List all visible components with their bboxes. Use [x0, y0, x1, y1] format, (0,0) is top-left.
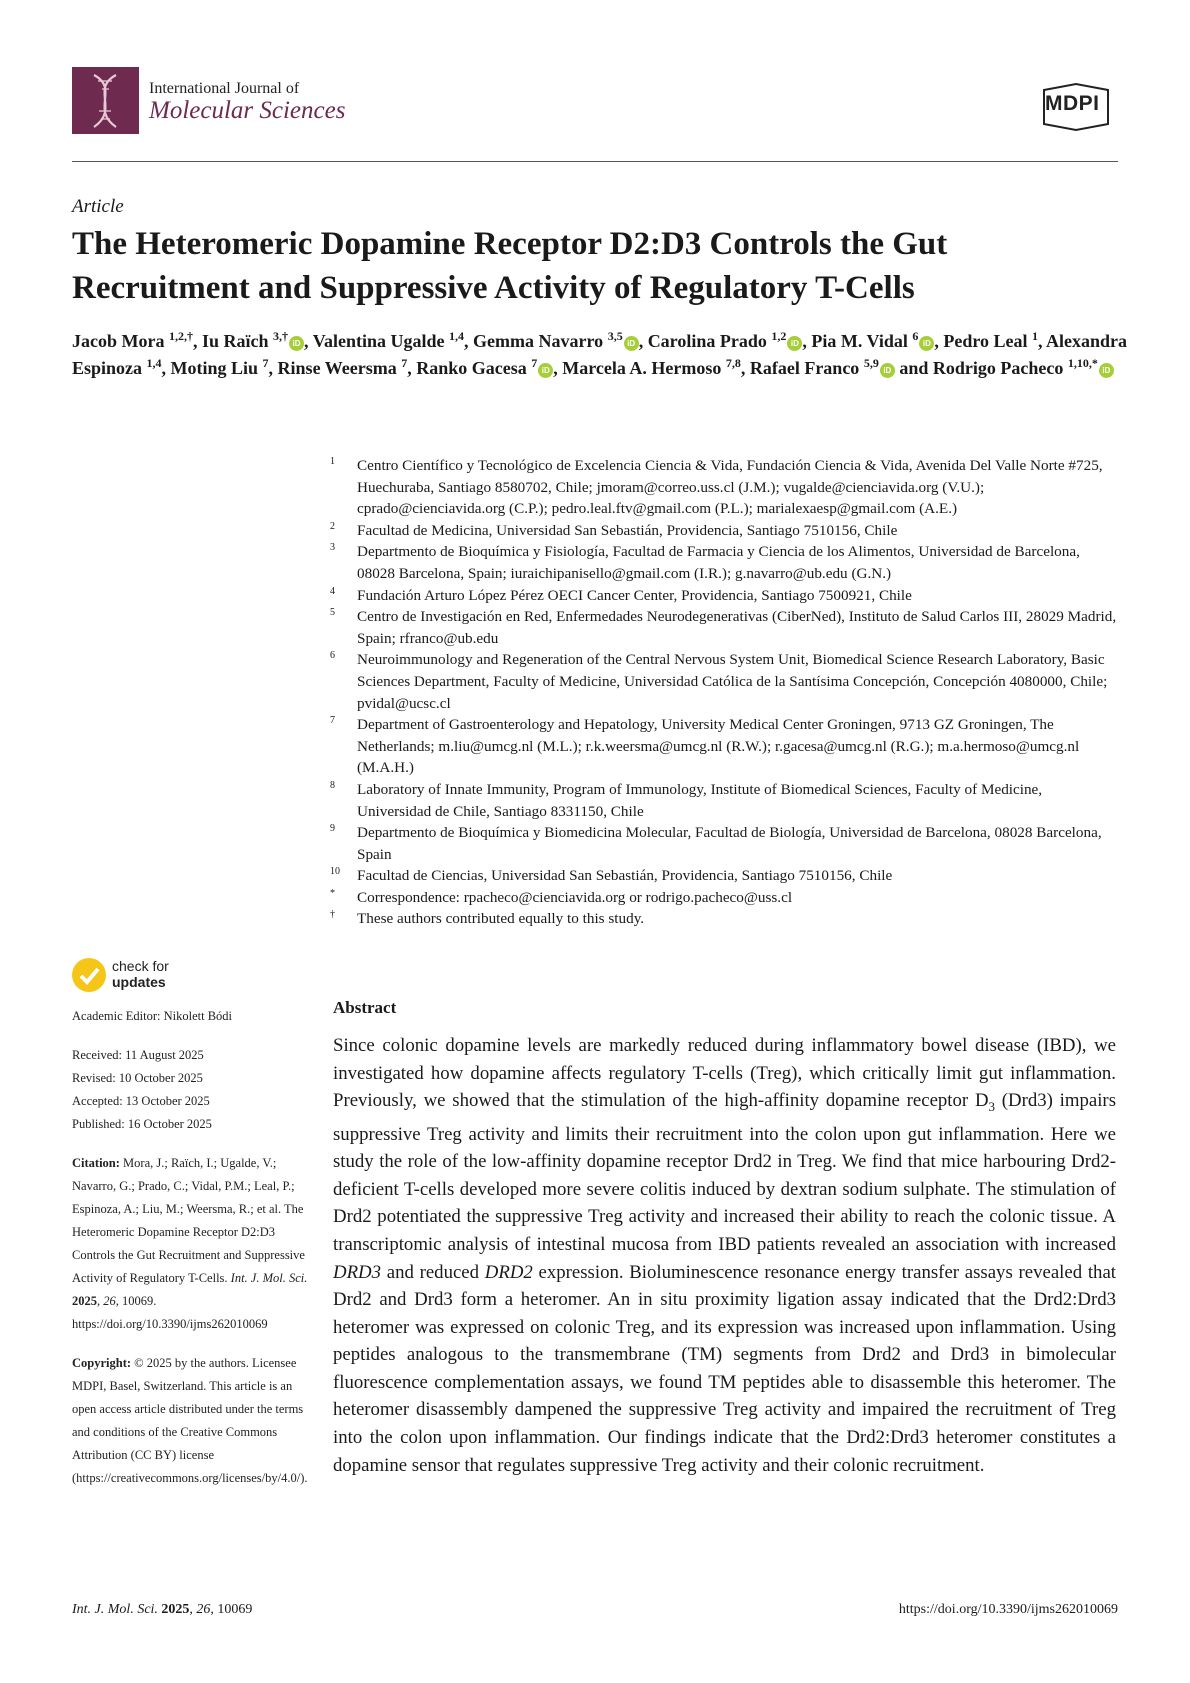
affiliation-text: Centro Científico y Tecnológico de Excelencia Ciencia & Vida, Fundación Ciencia & Vida, Avenida Del Valle Norte #725, Huechuraba, Santiago 8580702, Chile; jmoram@correo.uss.cl (J.M.); vugalde@cienciavida.org (V.U.); cprado@cienciavida.org (C.P.); pedro.leal.ftv@gmail.com (P.L.); marialexaesp@gmail.com (A.E.): [357, 457, 1103, 518]
affiliation-text: Fundación Arturo López Pérez OECI Cancer Center, Providencia, Santiago 7500921, Chile: [357, 586, 912, 604]
footer-year: 2025: [161, 1602, 190, 1617]
affiliation-text: Laboratory of Innate Immunity, Program of Immunology, Institute of Biomedical Sciences, Faculty of Medicine, Universidad de Chile, Santiago 8331150, Chile: [357, 780, 1043, 820]
journal-logo: [72, 67, 139, 134]
author-name[interactable]: Moting Liu: [170, 358, 259, 378]
affiliation-number: 3: [330, 542, 335, 554]
publisher-name: MDPI: [1045, 92, 1100, 115]
affiliation-number: *: [330, 887, 335, 899]
abstract-text: [333, 1032, 1116, 1479]
author-name[interactable]: Marcela A. Hermoso: [562, 358, 722, 378]
affiliation-number: 7: [330, 715, 335, 727]
affiliation-text: Department of Gastroenterology and Hepatology, University Medical Center Groningen, 9713 GZ Groningen, The Netherlands; m.liu@umcg.nl (M.L.); r.k.weersma@umcg.nl (R.W.); r.gacesa@umcg.nl (R.G.); m.a.hermoso@umcg.nl (M.A.H.): [357, 716, 1080, 777]
citation-text: Mora, J.; Raïch, I.; Ugalde, V.; Navarro, G.; Prado, C.; Vidal, P.M.; Leal, P.; Espinoza, A.; Liu, M.; Weersma, R.; et al. The Heteromeric Dopamine Receptor D2:D3 Controls the Gut Recruitment and Suppressive Activity of Regulatory T-Cells.: [72, 1156, 305, 1285]
copyright-text: © 2025 by the authors. Licensee MDPI, Basel, Switzerland. This article is an open access article distributed under the terms and conditions of the Creative Commons Attribution (CC BY) license (https://creativecommons.org/licenses/by/4.0/).: [72, 1356, 308, 1485]
accepted-date: Accepted: 13 October 2025: [72, 1094, 210, 1108]
footer-volume: 26: [196, 1602, 211, 1617]
article-title: The Heteromeric Dopamine Receptor D2:D3 Controls the Gut Recruitment and Suppressive Activity of Regulatory T-Cells: [72, 226, 948, 306]
affiliation-text: Departmento de Bioquímica y Fisiología, Facultad de Farmacia y Ciencia de los Alimentos, Universidad de Barcelona, 08028 Barcelona, Spain; iuraichipanisello@gmail.com (I.R.); g.navarro@ub.edu (G.N.): [357, 543, 1080, 582]
orcid-icon[interactable]: iD: [624, 336, 639, 351]
check-updates-icon: [72, 958, 106, 992]
copyright-label: Copyright:: [72, 1356, 132, 1370]
affiliation-number: 9: [330, 823, 335, 835]
footer-journal: Int. J. Mol. Sci.: [72, 1602, 158, 1617]
author-conjunction: and: [899, 358, 929, 378]
abstract-part: (Drd3) impairs suppressive Treg activity and limits their recruitment into the colon upon gut inflammation. Here we study the role of the low-affinity dopamine receptor Drd2 in Treg. We find that mice harbouring Drd2-deficient T-cells developed more severe colitis induced by dextran sodium sulphate. The stimulation of Drd2 potentiated the suppressive Treg activity and increased their ability to reach the colonic tissue. A transcriptomic analysis of intestinal mucosa from IBD patients revealed an association with increased: [333, 1090, 1116, 1255]
orcid-icon[interactable]: iD: [1099, 363, 1114, 378]
author-name[interactable]: Iu Raïch: [201, 331, 269, 351]
author-affiliation-marker: 1,2,†: [168, 329, 193, 343]
abstract-subscript: 3: [988, 1098, 996, 1114]
author-affiliation-marker: 7: [531, 356, 538, 370]
abstract-part: and reduced: [381, 1261, 485, 1283]
author-name[interactable]: Jacob Mora: [72, 331, 165, 351]
orcid-icon[interactable]: iD: [919, 336, 934, 351]
affiliation-text: Facultad de Medicina, Universidad San Sebastián, Providencia, Santiago 7510156, Chile: [357, 521, 898, 539]
author-affiliation-marker: 3,†: [273, 329, 288, 343]
orcid-icon[interactable]: iD: [538, 363, 553, 378]
abstract-heading: Abstract: [333, 998, 397, 1017]
author-name[interactable]: Carolina Prado: [647, 331, 767, 351]
abstract-part: Since colonic dopamine levels are markedly reduced during inflammatory bowel disease (IBD), we investigated how dopamine affects regulatory T-cells (Treg), which critically limit gut inflammation. Previously, we showed that the stimulation of the high-affinity dopamine receptor D: [333, 1035, 1116, 1112]
abstract-part: expression. Bioluminescence resonance energy transfer assays revealed that Drd2 and Drd3 form a heteromer. An in situ proximity ligation assay indicated that the Drd2:Drd3 heteromer was expressed on colonic Treg, and its expression was increased upon inflammation. Using peptides analogous to the transmembrane (TM) segments from Drd2 and Drd3 in bimolecular fluorescence complementation assays, we found TM peptides able to disassemble this heteromer. The heteromer disassembly dampened the suppressive Treg activity and impaired the recruitment of Treg into the colon upon inflammation. Our findings indicate that the Drd2:Drd3 heteromer constitutes a dopamine sensor that regulates suppressive Treg activity and their colonic recruitment.: [333, 1261, 1116, 1476]
article-info-sidebar: [72, 1005, 312, 1490]
citation-volume: 26: [103, 1294, 116, 1308]
dna-icon: [72, 67, 139, 134]
footer-article-number: , 10069: [210, 1602, 253, 1617]
affiliation-item: [330, 714, 1120, 779]
author-name[interactable]: Ranko Gacesa: [416, 358, 527, 378]
affiliation-number: 4: [330, 585, 335, 597]
check-updates-label: check for: [112, 958, 169, 974]
journal-name-line1: International Journal of: [149, 80, 300, 97]
gene-name: DRD2: [484, 1261, 533, 1283]
author-affiliation-marker: 1,4: [449, 329, 465, 343]
affiliation-number: †: [330, 909, 335, 921]
affiliation-number: 5: [330, 607, 335, 619]
author-list: Jacob Mora $^{1,2,\dagger}$, Iu Raïch $^{3,\dagger}$iD , Valentina Ugalde $^{1,4}$, Gemma Navarro $^{3,5}$iD , Carolina Prado $^{1,2}$iD , Pia M. Vidal $^6$iD , Pedro Leal $^1$, Alexandra Espinoza $^{1,4}$, Moting Liu $^7$, Rinse Weersma $^7$, Ranko Gacesa $^7$iD , Marcela A. Hermoso $^{7,8}$, Rafael Franco $^{5,9}$iD and Rodrigo Pacheco $^{1,10,*}$iD: [72, 329, 1128, 378]
author-affiliation-marker: 1: [1032, 329, 1039, 343]
orcid-icon[interactable]: iD: [289, 336, 304, 351]
author-name[interactable]: Pedro Leal: [943, 331, 1028, 351]
author-affiliation-marker: 7: [262, 356, 269, 370]
author-affiliation-marker: 1,4: [146, 356, 162, 370]
author-affiliation-marker: 7: [401, 356, 408, 370]
author-affiliation-marker: 7,8: [725, 356, 741, 370]
author-affiliation-marker: 3,5: [607, 329, 623, 343]
affiliation-text: Departmento de Bioquímica y Biomedicina Molecular, Facultad de Biología, Universidad de Barcelona, 08028 Barcelona, Spain: [357, 824, 1102, 863]
citation-label: Citation:: [72, 1156, 120, 1170]
orcid-icon[interactable]: iD: [787, 336, 802, 351]
journal-name-line2: Molecular Sciences: [149, 97, 346, 124]
affiliation-text: These authors contributed equally to this study.: [357, 910, 645, 928]
author-affiliation-marker: 1,2: [771, 329, 787, 343]
affiliation-text: Neuroimmunology and Regeneration of the Central Nervous System Unit, Biomedical Science Research Laboratory, Basic Sciences Department, Faculty of Medicine, Universidad Católica de la Santísima Concepción, Concepción 4080000, Chile; pvidal@ucsc.cl: [357, 651, 1108, 712]
affiliation-text: Facultad de Ciencias, Universidad San Sebastián, Providencia, Santiago 7510156, Chile: [357, 867, 893, 885]
citation-doi[interactable]: , 10069. https://doi.org/10.3390/ijms262010069: [72, 1294, 268, 1331]
academic-editor: Academic Editor: Nikolett Bódi: [72, 1009, 233, 1023]
citation-journal: Int. J. Mol. Sci.: [230, 1271, 308, 1285]
affiliation-item: [330, 865, 1120, 887]
affiliation-number: 8: [330, 779, 335, 791]
author-name[interactable]: Alexandra Espinoza: [72, 331, 1128, 378]
author-name[interactable]: Rafael Franco: [749, 358, 860, 378]
footer-doi-link[interactable]: https://doi.org/10.3390/ijms262010069: [898, 1602, 1118, 1617]
affiliation-item: [330, 585, 1120, 607]
publisher-logo: [1036, 82, 1116, 132]
check-updates-label-bold: updates: [112, 974, 166, 990]
published-date: Published: 16 October 2025: [72, 1117, 212, 1131]
affiliation-text: Correspondence: rpacheco@cienciavida.org or rodrigo.pacheco@uss.cl: [357, 888, 793, 906]
author-affiliation-marker: 5,9: [863, 356, 879, 370]
orcid-icon[interactable]: iD: [880, 363, 895, 378]
citation-year: 2025: [72, 1294, 97, 1308]
citation: Citation: Mora, J.; Raïch, I.; Ugalde, V.; Navarro, G.; Prado, C.; Vidal, P.M.; Leal, P.; Espinoza, A.; Liu, M.; Weersma, R.; et al. The Heteromeric Dopamine Receptor D2:D3 Controls the Gut Recruitment and Suppressive Activity of Regulatory T-Cells. Int. J. Mol. Sci. 2025, 26, 10069. https://doi.org/10.3390/ijms262010069: [72, 1156, 308, 1331]
header-divider: [72, 161, 1118, 162]
affiliation-item: [330, 779, 1120, 822]
affiliation-text: Centro de Investigación en Red, Enfermedades Neurodegenerativas (CiberNed), Instituto de Salud Carlos III, 28029 Madrid, Spain; rfranco@ub.edu: [357, 608, 1117, 647]
copyright: [72, 1352, 312, 1490]
affiliation-item: [330, 455, 1120, 520]
affiliations-list: [330, 455, 1120, 930]
affiliation-number: 6: [330, 650, 335, 662]
revised-date: Revised: 10 October 2025: [72, 1071, 203, 1085]
affiliation-number: 1: [330, 456, 335, 467]
affiliation-item: [330, 908, 1120, 930]
affiliation-number: 10: [330, 866, 340, 878]
footer-citation: Int. J. Mol. Sci. 2025, 26, 10069: [72, 1602, 253, 1617]
author-name[interactable]: Valentina Ugalde: [312, 331, 445, 351]
received-date: Received: 11 August 2025: [72, 1048, 204, 1062]
gene-name: DRD3: [333, 1261, 381, 1283]
author-affiliation-marker: 6: [912, 329, 919, 343]
author-name[interactable]: Rodrigo Pacheco: [932, 358, 1064, 378]
affiliation-item: [330, 606, 1120, 649]
affiliation-item: [330, 520, 1120, 542]
affiliation-item: [330, 649, 1120, 714]
affiliation-item: [330, 887, 1120, 909]
author-affiliation-marker: 1,10,*: [1067, 356, 1098, 370]
article-type: Article: [72, 196, 124, 217]
affiliation-item: [330, 541, 1120, 584]
author-name[interactable]: Rinse Weersma: [277, 358, 397, 378]
author-name[interactable]: Gemma Navarro: [473, 331, 604, 351]
author-name[interactable]: Pia M. Vidal: [811, 331, 908, 351]
affiliation-number: 2: [330, 520, 335, 532]
affiliation-item: [330, 822, 1120, 865]
